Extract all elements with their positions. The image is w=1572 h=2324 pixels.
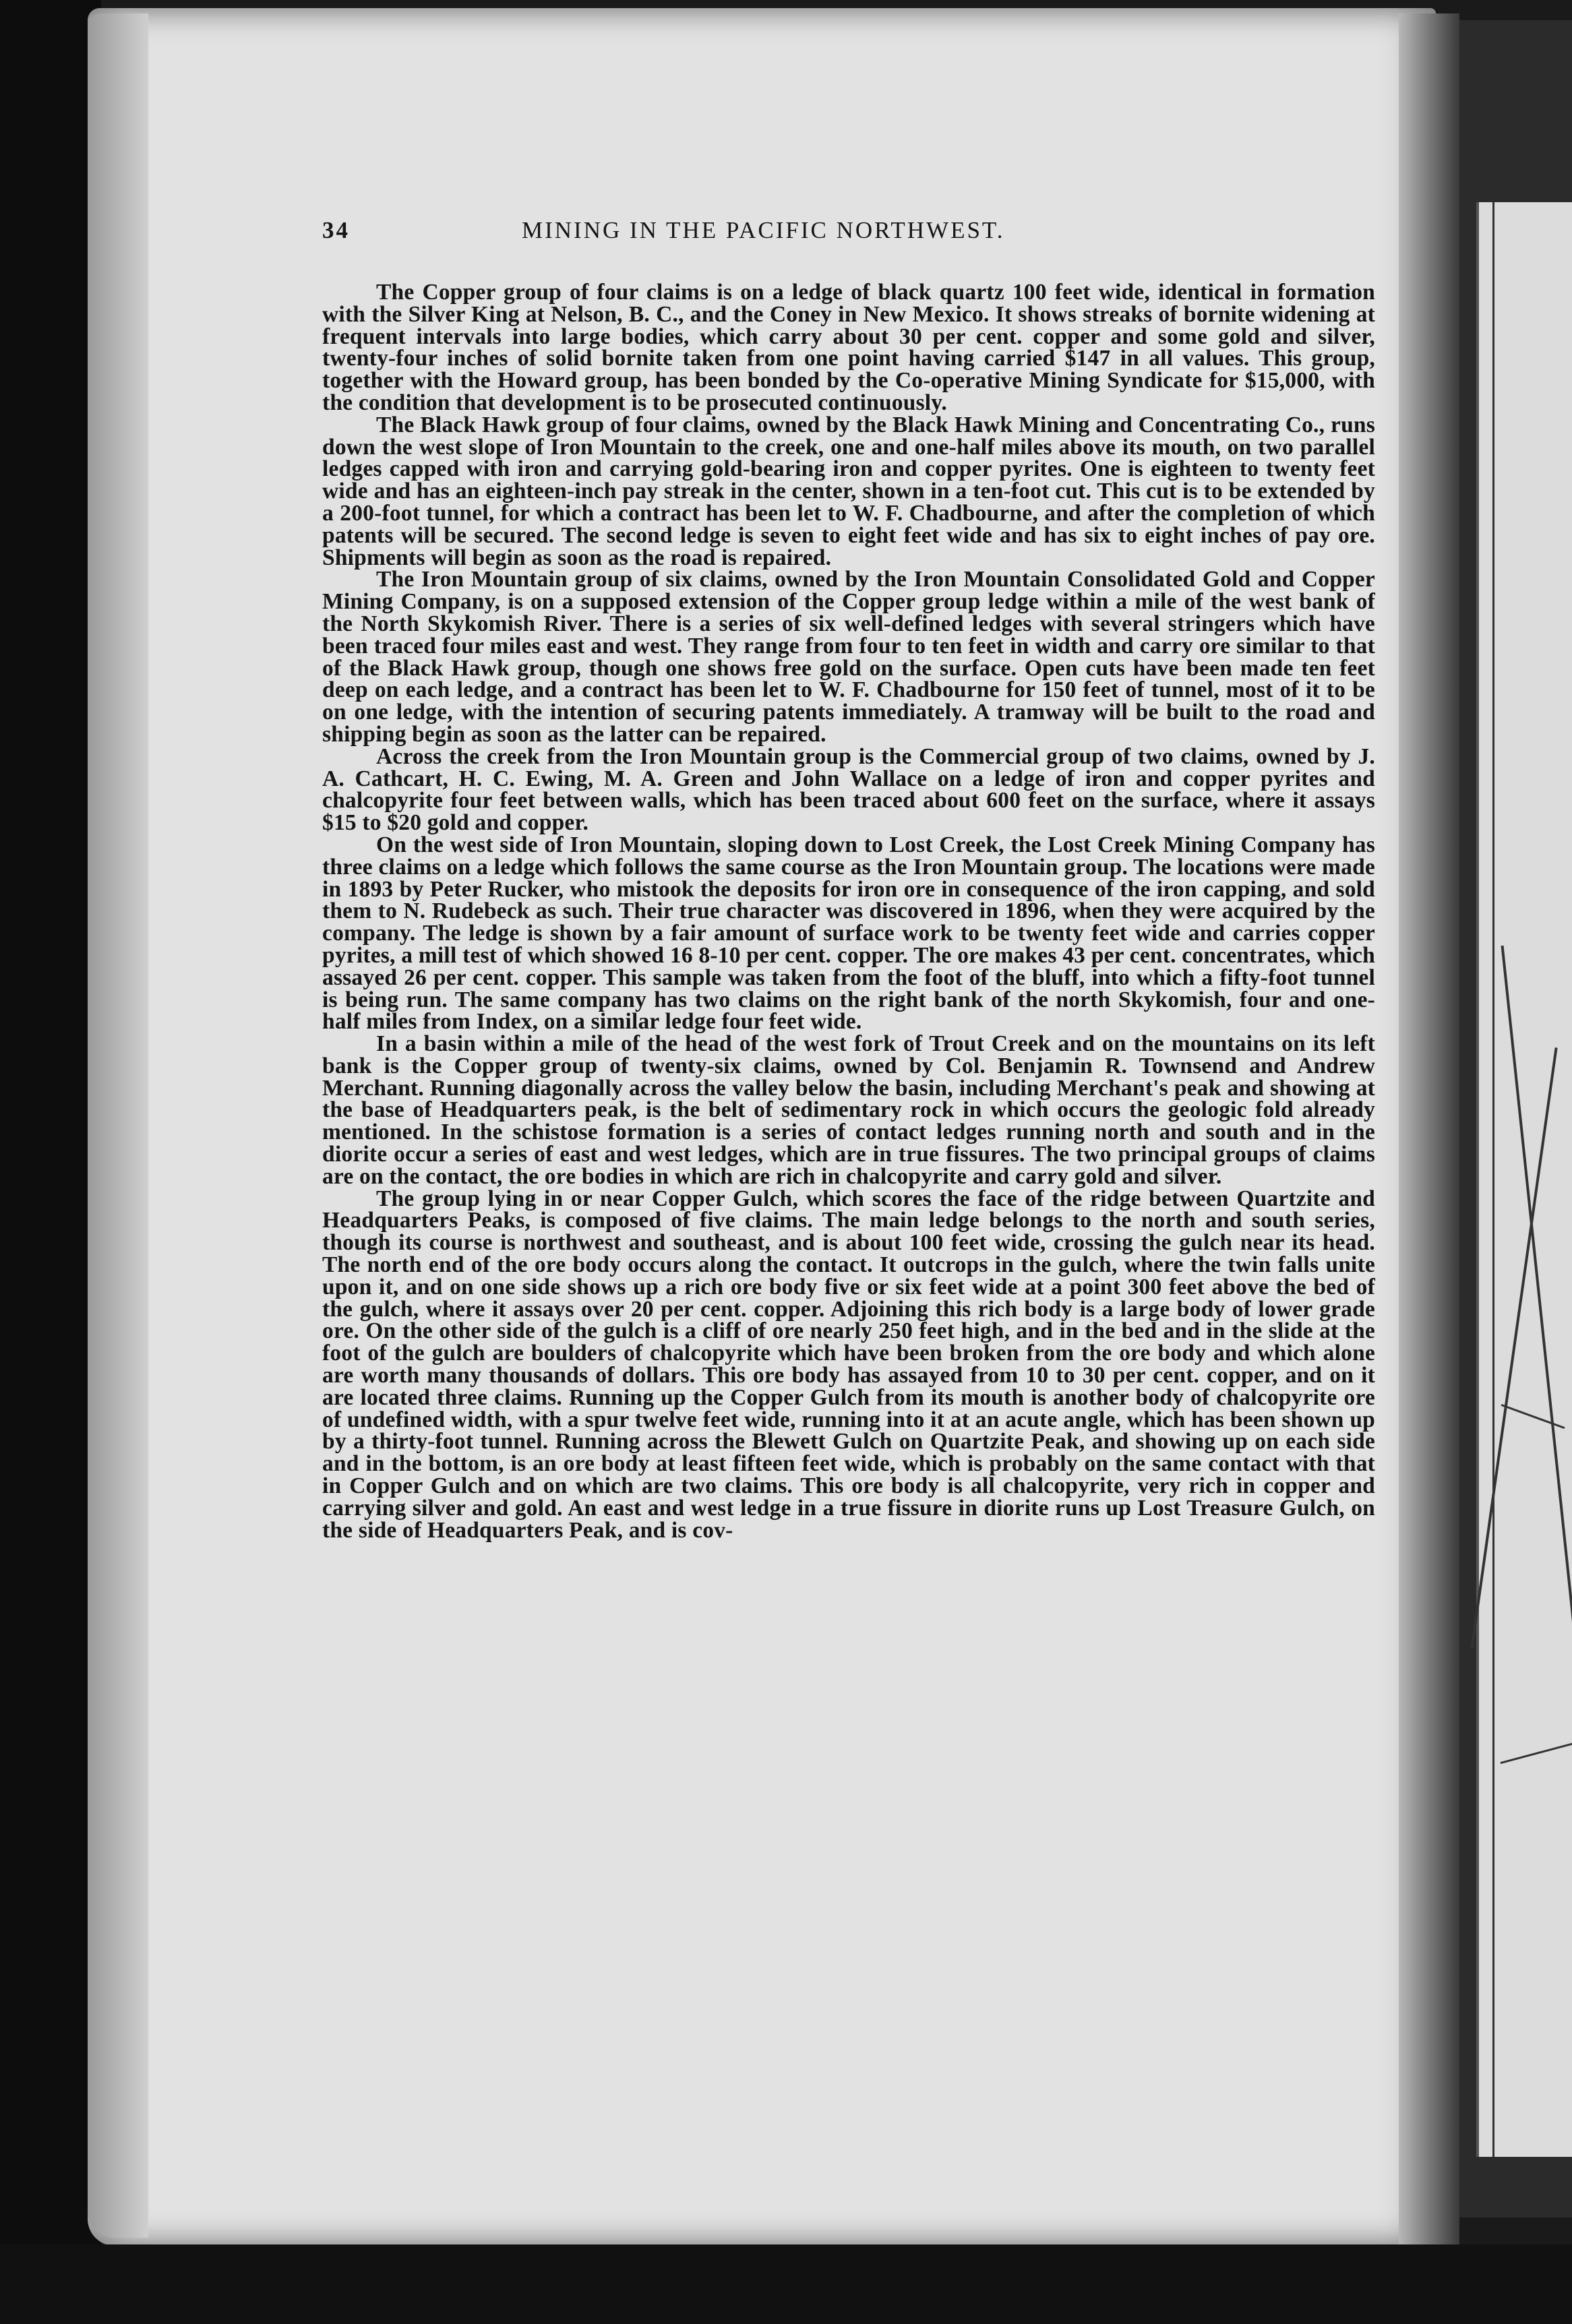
running-title: MINING IN THE PACIFIC NORTHWEST. <box>522 217 1005 243</box>
body-text <box>322 282 1375 1541</box>
paragraph: The Iron Mountain group of six claims, owned by the Iron Mountain Consolidated Gold and Copper Mining Company, is on a supposed extension of the Copper group ledge within a mile of the west bank of the North Skykomish River. There is a series of six well-defined ledges with several stringers which have been traced four miles east and west. They range from four to ten feet in width and carry ore similar to that of the Black Hawk group, though one shows free gold on the surface. Open cuts have been made ten feet deep on each ledge, and a contract has been let to W. F. Chadbourne for 150 feet of tunnel, most of it to be on one ledge, with the intention of securing patents immediately. A tramway will be built to the road and shipping begin as soon as the latter can be repaired. <box>322 567 1375 747</box>
foldout-map-edge <box>1476 202 1572 2157</box>
map-creek-line <box>1501 1404 1565 1429</box>
left-scan-margin <box>0 0 101 2324</box>
paragraph: The Copper group of four claims is on a ledge of black quartz 100 feet wide, identical in formation with the Silver King at Nelson, B. C., and the Coney in New Mexico. It shows streaks of bornite widening at frequent intervals into large bodies, which carry about 30 per cent. copper and some gold and silver, twenty-four inches of solid bornite taken from one point having carried $147 in all values. This group, together with the Howard group, has been bonded by the Co-operative Mining Syndicate for $15,000, with the condition that development is to be prosecuted continuously. <box>322 280 1375 415</box>
paragraph: The group lying in or near Copper Gulch, which scores the face of the ridge between Quartzite and Headquarters Peaks, is composed of five claims. The main ledge belongs to the north and south series, though its course is northwest and southeast, and is about 100 feet wide, crossing the gulch near its head. The north end of the ore body occurs along the contact. It outcrops in the gulch, where the twin falls unite upon it, and on one side shows up a rich ore body five or six feet wide at a point 300 feet above the bed of the gulch, where it assays over 20 per cent. copper. Adjoining this rich body is a large body of lower grade ore. On the other side of the gulch is a cliff of ore nearly 250 feet high, and in the bed and in the slide at the foot of the gulch are boulders of chalcopyrite which have been broken from the ore body and which alone are worth many thousands of dollars. This ore body has assayed from 10 to 30 per cent. copper, and on it are located three claims. Running up the Copper Gulch from its mouth is another body of chalcopyrite ore of undefined width, with a spur twelve feet wide, running into it at an acute angle, which has been shown up by a thirty-foot tunnel. Running across the Blewett Gulch on Quartzite Peak, and showing up on each side and in the bottom, is an ore body at least fifteen feet wide, which is probably on the same contact with that in Copper Gulch and on which are two claims. This ore body is all chalcopyrite, very rich in copper and carrying silver and gold. An east and west ledge in a true fissure in diorite runs up Lost Treasure Gulch, on the side of Headquarters Peak, and is cov- <box>322 1186 1375 1543</box>
paragraph: On the west side of Iron Mountain, sloping down to Lost Creek, the Lost Creek Mining Company has three claims on a ledge which follows the same course as the Iron Mountain group. The locations were made in 1893 by Peter Rucker, who mistook the deposits for iron ore in consequence of the iron capping, and sold them to N. Rudebeck as such. Their true character was discovered in 1896, when they were acquired by the company. The ledge is shown by a fair amount of surface work to be twenty feet wide and carries copper pyrites, a mill test of which showed 16 8-10 per cent. copper. The ore makes 43 per cent. concentrates, which assayed 26 per cent. copper. This sample was taken from the foot of the bluff, into which a fifty-foot tunnel is being run. The same company has two claims on the right bank of the north Skykomish, four and one-half miles from Index, on a similar ledge four feet wide. <box>322 832 1375 1035</box>
bottom-scan-margin <box>0 2244 1572 2324</box>
map-creek-line <box>1500 1743 1572 1764</box>
paragraph: The Black Hawk group of four claims, owned by the Black Hawk Mining and Concentrating Co., runs down the west slope of Iron Mountain to the creek, one and one-half miles above its mouth, on two parallel ledges capped with iron and carrying gold-bearing iron and copper pyrites. One is eighteen to twenty feet wide and has an eighteen-inch pay streak in the center, shown in a ten-foot cut. This cut is to be extended by a 200-foot tunnel, for which a contract has been let to W. F. Chadbourne, and after the completion of which patents will be secured. The second ledge is seven to eight feet wide and has six to eight inches of pay ore. Shipments will begin as soon as the road is repaired. <box>322 412 1375 570</box>
page-gutter-shadow <box>1399 13 1459 2258</box>
page-edge-shadow <box>88 13 148 2238</box>
paragraph: In a basin within a mile of the head of the west fork of Trout Creek and on the mountains on its left bank is the Copper group of twenty-six claims, owned by Col. Benjamin R. Townsend and Andrew Merchant. Running diagonally across the valley below the basin, including Merchant's peak and showing at the base of Headquarters peak, is the belt of sedimentary rock in which occurs the geologic fold already mentioned. In the schistose formation is a series of contact ledges running north and south and in the diorite occur a series of east and west ledges, which are in true fissures. The two principal groups of claims are on the contact, the ore bodies in which are rich in chalcopyrite and carry gold and silver. <box>322 1031 1375 1189</box>
page-number: 34 <box>322 217 350 243</box>
map-border-line <box>1492 202 1494 2157</box>
map-road-line <box>1501 946 1572 1683</box>
paragraph: Across the creek from the Iron Mountain group is the Commercial group of two claims, owned by J. A. Cathcart, H. C. Ewing, M. A. Green and John Wallace on a ledge of iron and copper pyrites and chalcopyrite four feet between walls, which has been traced about 600 feet on the surface, where it assays $15 to $20 gold and copper. <box>322 743 1375 836</box>
